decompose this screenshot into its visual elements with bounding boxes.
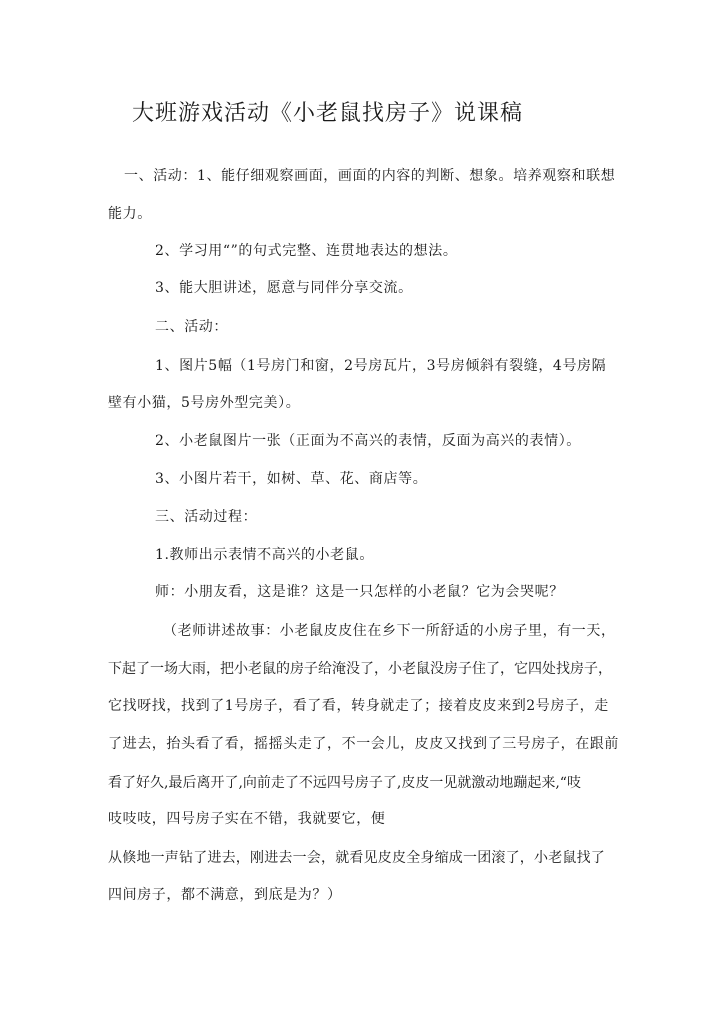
paragraph-line: （老师讲述故事：小老鼠皮皮住在乡下一所舒适的小房子里，有一天， <box>163 623 616 639</box>
paragraph-line: 一、活动：1、能仔细观察画面，画面的内容的判断、想象。培养观察和联想 <box>124 168 616 184</box>
paragraph-line: 3、小图片若干，如树、草、花、商店等。 <box>155 471 428 487</box>
paragraph-line: 二、活动： <box>155 319 228 335</box>
paragraph-line: 1、图片5幅（1号房门和窗，2号房瓦片，3号房倾斜有裂缝，4号房隔 <box>155 358 607 374</box>
paragraph-line: 看了好久,最后离开了,向前走了不远四号房子了,皮皮一见就激动地蹦起来,“吱 <box>108 775 581 791</box>
paragraph-line: 它找呀找，找到了1号房子，看了看，转身就走了；接着皮皮来到2号房子，走 <box>108 698 609 714</box>
paragraph-line: 壁有小猫，5号房外型完美）。 <box>108 395 301 411</box>
paragraph-line: 2、学习用“”的句式完整、连贯地表达的想法。 <box>155 243 458 259</box>
paragraph-line: 师：小朋友看，这是谁？这是一只怎样的小老鼠？它为会哭呢？ <box>155 584 564 600</box>
document-title: 大班游戏活动《小老鼠找房子》说课稿 <box>132 101 524 126</box>
paragraph-line: 了进去，抬头看了看，摇摇头走了，不一会儿，皮皮又找到了三号房子，在跟前 <box>108 736 619 752</box>
paragraph-line: 1.教师出示表情不高兴的小老鼠。 <box>155 547 374 563</box>
paragraph-line: 能力。 <box>108 206 152 222</box>
paragraph-line: 从倏地一声钻了进去，刚进去一会，就看见皮皮全身缩成一团滚了，小老鼠找了 <box>108 850 605 866</box>
paragraph-line: 3、能大胆讲述，愿意与同伴分享交流。 <box>155 280 413 296</box>
paragraph-line: 四间房子，都不满意，到底是为？） <box>108 887 342 903</box>
paragraph-line: 吱吱吱，四号房子实在不错，我就要它，便 <box>108 811 386 827</box>
paragraph-line: 三、活动过程： <box>155 509 258 525</box>
paragraph-line: 2、小老鼠图片一张（正面为不高兴的表情，反面为高兴的表情）。 <box>155 433 581 449</box>
paragraph-line: 下起了一场大雨，把小老鼠的房子给淹没了，小老鼠没房子住了，它四处找房子， <box>108 661 612 677</box>
